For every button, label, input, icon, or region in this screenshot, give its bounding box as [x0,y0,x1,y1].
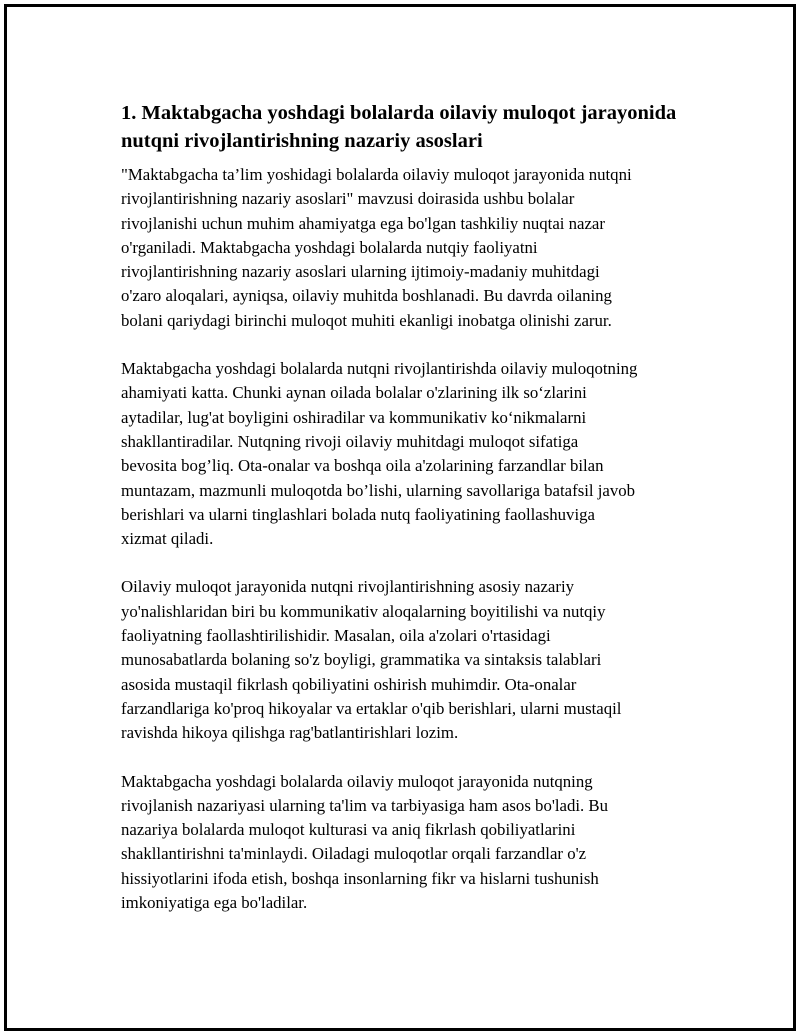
paragraph-3: Oilaviy muloqot jarayonida nutqni rivojlantirishning asosiy nazariy yo'nalishlaridan biri bu kommunikativ aloqalarning boyitilishi va nutqiy faoliyatning faollashtirilishidir. Masalan, oila a'zolari o'rtasidagi munosabatlarda bolaning so'z boyligi, grammatika va sintaksis talablari asosida mustaqil fikrlash qobiliyatini oshirish muhimdir. Ota-onalar farzandlariga ko'proq hikoyalar va ertaklar o'qib berishlari, ularni mustaqil ravishda hikoya qilishga rag'batlantirishlari lozim. [121,577,622,743]
paragraph-2: Maktabgacha yoshdagi bolalarda nutqni rivojlantirishda oilaviy muloqotning ahamiyati katta. Chunki aynan oilada bolalar o'zlarining ilk so‘zlarini aytadilar, lug'at boyligini oshiradilar va kommunikativ ko‘nikmalarni shakllantiradilar. Nutqning rivoji oilaviy muhitdagi muloqot sifatiga bevosita bog’liq. Ota-onalar va boshqa oila a'zolarining farzandlar bilan muntazam, mazmunli muloqotda bo’lishi, ularning savollariga batafsil javob berishlari va ularni tinglashlari bolada nutq faoliyatining faollashuviga xizmat qiladi. [121,359,638,549]
paragraph-1: "Maktabgacha ta’lim yoshidagi bolalarda oilaviy muloqot jarayonida nutqni rivojlantirishning nazariy asoslari" mavzusi doirasida ushbu bolalar rivojlanishi uchun muhim ahamiyatga ega bo'lgan tashkiliy nuqtai nazar o'rganiladi. Maktabgacha yoshdagi bolalarda nutqiy faoliyatni rivojlantirishning nazariy asoslari ularning ijtimoiy-madaniy muhitdagi o'zaro aloqalari, ayniqsa, oilaviy muhitda boshlanadi. Bu davrda oilaning bolani qariydagi birinchi muloqot muhiti ekanligi inobatga olinishi zarur. [121,165,632,330]
document-body [121,99,706,939]
section-title: 1. Maktabgacha yoshdagi bolalarda oilaviy muloqot jarayonida nutqni rivojlantirishning nazariy asoslari [121,102,677,152]
paragraph-4: Maktabgacha yoshdagi bolalarda oilaviy muloqot jarayonida nutqning rivojlanish nazariyasi ularning ta'lim va tarbiyasiga ham asos bo'ladi. Bu nazariya bolalarda muloqot kulturasi va aniq fikrlash qobiliyatlarini shakllantirishni ta'minlaydi. Oiladagi muloqotlar orqali farzandlar o'z hissiyotlarini ifoda etish, boshqa insonlarning fikr va hislarni tushunish imkoniyatiga ega bo'ladilar. [121,771,608,913]
page-frame [4,4,796,1031]
